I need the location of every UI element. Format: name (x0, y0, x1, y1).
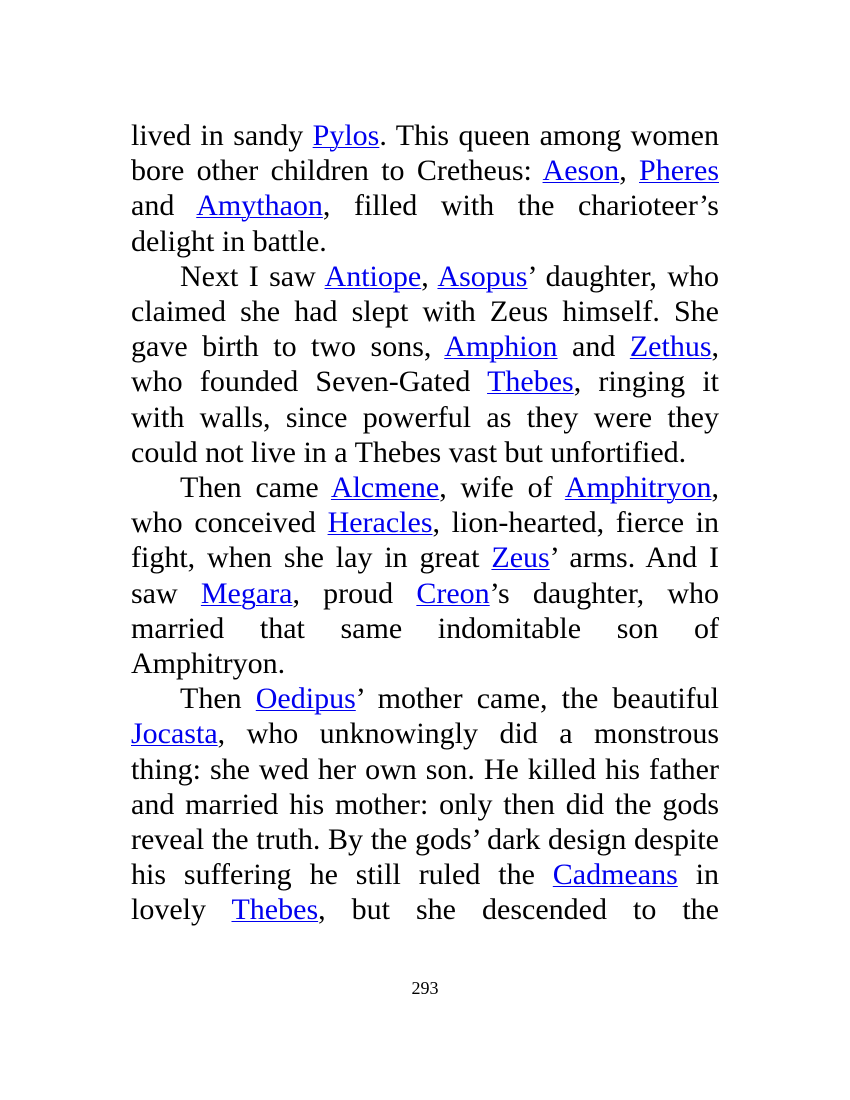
text-run: , ringing it with walls, since powerful as they were they could not live in a Thebes vast but unfortified. (131, 365, 719, 469)
link-amythaon[interactable]: Amythaon (196, 189, 323, 223)
text-run: , who unknowingly did a monstrous thing: she wed her own son. He killed his father and married his mother: only then did the gods reveal the truth. By the gods’ dark design despite his suffering he still ruled the (131, 717, 719, 892)
text-run: , wife of (439, 471, 565, 505)
text-run: , lion-hearted, fierce in fight, when she lay in great (131, 506, 720, 575)
text-run: , proud (292, 576, 417, 610)
text-run: Then came (180, 471, 331, 505)
text-run: Next I saw (180, 259, 325, 293)
text-run: lived in sandy (131, 119, 313, 152)
page-number: 293 (411, 978, 439, 998)
link-zeus[interactable]: Zeus (491, 541, 550, 575)
link-amphitryon[interactable]: Amphitryon (564, 471, 712, 505)
paragraph (131, 259, 719, 470)
text-run: , who conceived (131, 471, 719, 540)
text-run: ’ daughter, who claimed she had slept with Zeus himself. She gave birth to two sons, (131, 259, 719, 364)
link-cadmeans[interactable]: Cadmeans (552, 858, 678, 892)
link-creon[interactable]: Creon (416, 576, 490, 610)
page-body (131, 118, 719, 928)
text-run: in lovely (131, 858, 720, 927)
text-run: ’ mother came, the beautiful (355, 682, 720, 716)
link-pylos[interactable]: Pylos (312, 119, 380, 152)
text-run: and (557, 330, 630, 364)
text-run: , but she descended to the (318, 893, 720, 927)
paragraph (131, 118, 719, 259)
text-run: Then (180, 682, 256, 716)
link-aeson[interactable]: Aeson (542, 154, 620, 188)
link-amphion[interactable]: Amphion (444, 330, 558, 364)
link-heracles[interactable]: Heracles (327, 506, 433, 540)
link-alcmene[interactable]: Alcmene (330, 471, 440, 505)
text-run: ’s daughter, who married that same indomitable son of Amphitryon. (131, 576, 719, 681)
text-run: , (619, 154, 640, 188)
text-run: ’ arms. And I saw (131, 541, 719, 610)
link-megara[interactable]: Megara (200, 576, 293, 610)
paragraph (131, 681, 719, 927)
text-run: , filled with the charioteer’s delight in battle. (131, 189, 719, 258)
link-antiope[interactable]: Antiope (324, 259, 422, 293)
text-run: . This queen among women bore other children to Cretheus: (131, 119, 720, 188)
link-thebes[interactable]: Thebes (231, 893, 319, 927)
text-run: , who founded Seven-Gated (131, 330, 719, 399)
link-jocasta[interactable]: Jocasta (131, 717, 218, 751)
link-oedipus[interactable]: Oedipus (255, 682, 356, 716)
link-thebes[interactable]: Thebes (487, 365, 574, 399)
text-run: , (421, 259, 438, 293)
link-zethus[interactable]: Zethus (629, 330, 712, 364)
link-pheres[interactable]: Pheres (639, 154, 719, 188)
link-asopus[interactable]: Asopus (437, 259, 528, 293)
paragraph (131, 470, 719, 681)
text-run: and (131, 189, 197, 223)
